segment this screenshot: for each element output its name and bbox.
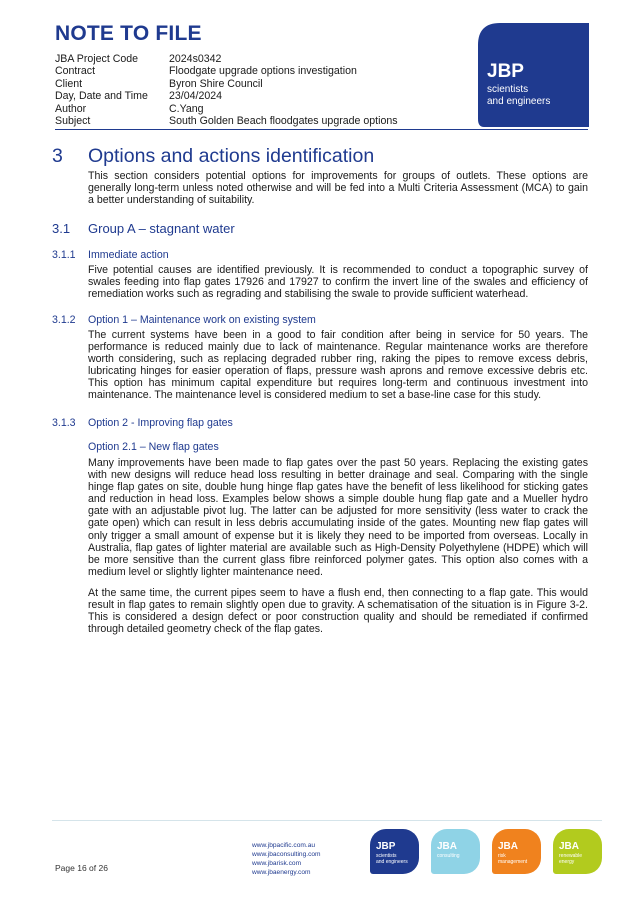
brand-name: JBA	[559, 841, 580, 852]
subsection-title: Option 1 – Maintenance work on existing system	[88, 314, 316, 326]
subsection-heading-3-1	[52, 221, 235, 236]
brand-subtitle	[437, 854, 460, 860]
footer-links	[252, 841, 321, 877]
header-divider	[55, 129, 588, 130]
subsection-number: 3.1.3	[52, 417, 76, 429]
meta-row-contract	[55, 65, 398, 77]
subsection-title: Option 2 - Improving flap gates	[88, 417, 233, 429]
meta-value: Floodgate upgrade options investigation	[169, 65, 357, 78]
subsection-title: Immediate action	[88, 249, 169, 261]
link-jbarisk[interactable]: www.jbarisk.com	[252, 860, 302, 867]
brand-subtitle-line2: management	[498, 858, 528, 865]
link-jbaenergy[interactable]: www.jbaenergy.com	[252, 869, 311, 876]
brand-name: JBA	[437, 841, 458, 852]
logo-name: JBP	[487, 61, 524, 82]
link-jbpacific[interactable]: www.jbpacific.com.au	[252, 842, 316, 849]
meta-label: Author	[55, 102, 87, 115]
meta-label: Day, Date and Time	[55, 90, 148, 103]
brand-subtitle-line2: energy	[559, 858, 575, 865]
meta-label: Client	[55, 77, 83, 90]
brand-logo-jba-consulting	[431, 829, 480, 874]
section-heading	[52, 145, 374, 168]
subsection-number: 3.1.2	[52, 314, 76, 326]
meta-value: Byron Shire Council	[169, 77, 263, 90]
subsection-number: 3.1	[52, 221, 71, 236]
document-title: NOTE TO FILE	[55, 22, 202, 45]
logo-tagline-1: scientists	[487, 84, 529, 95]
brand-subtitle-line1: scientists	[376, 853, 397, 859]
brand-logo-jba-energy	[553, 829, 602, 874]
meta-row-subject	[55, 115, 398, 127]
logo-tagline-2: and engineers	[487, 96, 551, 107]
brand-logo-jbp	[370, 829, 419, 874]
meta-row-project-code	[55, 53, 398, 65]
subsection-number: 3.1.1	[52, 249, 76, 261]
meta-value: 2024s0342	[169, 53, 222, 65]
brand-subtitle-line1: risk	[498, 853, 506, 859]
brand-subtitle	[498, 854, 527, 865]
meta-value: South Golden Beach floodgates upgrade options	[169, 115, 398, 128]
heading-option-2-1: Option 2.1 – New flap gates	[88, 441, 219, 453]
brand-name: JBA	[498, 841, 519, 852]
subsection-heading-3-1-3	[52, 417, 233, 429]
brand-subtitle	[376, 854, 408, 865]
paragraph-immediate-action: Five potential causes are identified previously. It is recommended to conduct a topographic survey of swales feeding into flap gates 17926 and 17927 to confirm the invert line of the swales and efficiency of remediation works such as regrading and stabilising the swale to provide sufficient waterhead.	[88, 264, 588, 301]
meta-row-date	[55, 90, 398, 102]
meta-value: 23/04/2024	[169, 90, 223, 103]
brand-subtitle	[559, 854, 582, 865]
meta-row-client	[55, 78, 398, 90]
meta-value: C.Yang	[169, 102, 204, 115]
brand-subtitle-line1: consulting	[437, 853, 460, 859]
subsection-title: Group A – stagnant water	[88, 221, 235, 236]
paragraph-option-2-1: Many improvements have been made to flap gates over the past 50 years. Replacing the existing gates with new designs will reduce head loss resulting in better drainage and seal. Comparing with the single hinge flap gates on site, double hung hinge flap gates have the benefit of less likelihood for sticking gates and reduction in head loss. Examples below shows a simple double hung flap gate and a Mueller hydro gate with an adjustable pivot lug. The latter can be adjusted for more sensitivity (less water to crack the gate open) which can result in less debris accumulating inside of the gates. Mounting new flap gates will only trigger a small amount of expense but it is likely they need to be imported from overseas. Locally in Australia, flap gates of lighter material are available such as High-Density Polyethylene (HDPE) which will be more sensitive than the current glass fibre reinforced polymer gates. This option also comes with a medium level or slightly lighter maintenance need.	[88, 457, 588, 578]
brand-name: JBP	[376, 841, 396, 852]
section-title: Options and actions identification	[88, 145, 375, 167]
paragraph-option-1: The current systems have been in a good to fair condition after being in service for 50 years. The performance is reduced mainly due to lack of maintenance. Regular maintenance works are therefore worth considering, such as replacing degraded rubber ring, raking the pipes to remove excess debris, lubricating hinges for easier operation of flaps, pressure wash aprons and remove excessive debris etc. This option has minimum capital expenditure but requires long-term and continuous investment into maintenance. The maintenance level is considered medium to set a base-line case for this study.	[88, 329, 588, 402]
brand-subtitle-line1: renewable	[559, 853, 583, 859]
subsection-heading-3-1-1	[52, 249, 169, 261]
meta-label: Contract	[55, 65, 96, 78]
page-number: Page 16 of 26	[55, 863, 108, 873]
meta-label: Subject	[55, 115, 91, 128]
jbp-logo	[478, 23, 589, 127]
brand-subtitle-line2: and engineers	[376, 858, 408, 865]
meta-label: JBA Project Code	[55, 53, 139, 65]
section-intro-paragraph: This section considers potential options for improvements for groups of outlets. These options are generally long-term unless noted otherwise and will be fed into a Multi Criteria Assessment (MCA) to gain a better understanding of suitability.	[88, 170, 588, 207]
subsection-heading-3-1-2	[52, 314, 316, 326]
section-number: 3	[52, 145, 63, 167]
meta-row-author	[55, 103, 398, 115]
footer-divider	[52, 820, 602, 821]
brand-logo-jba-risk	[492, 829, 541, 874]
metadata-table	[55, 53, 398, 127]
paragraph-flush-end-pipes: At the same time, the current pipes seem to have a flush end, then connecting to a flap gate. This would result in flap gates to remain slightly open due to gravity. A schematisation of the situation is in Figure 3-2. This is considered a design defect or poor construction quality and should be remediated if confirmed through detailed geometry check of the flap gates.	[88, 587, 588, 636]
link-jbaconsulting[interactable]: www.jbaconsulting.com	[252, 851, 321, 858]
